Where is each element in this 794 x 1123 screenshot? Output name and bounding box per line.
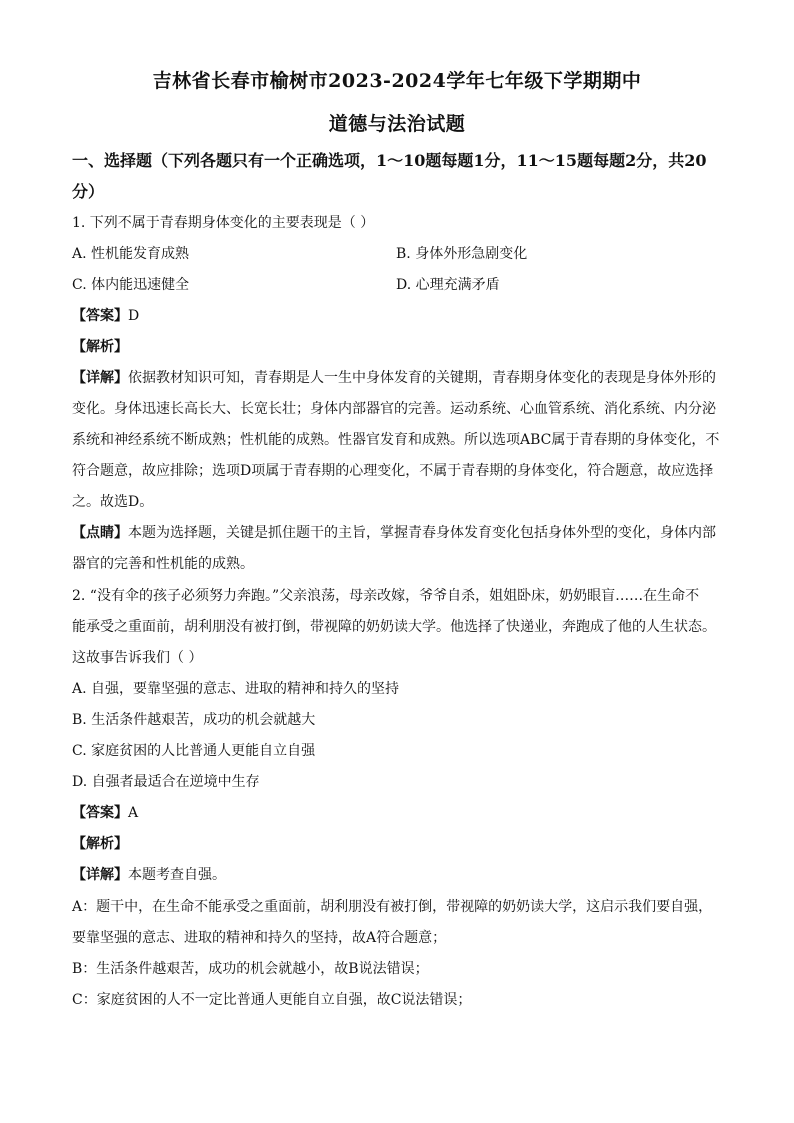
q2-stem-line3: 这故事告诉我们（ ）	[72, 650, 203, 666]
q1-analysis-label: 【解析】	[72, 339, 128, 355]
q2-explain-line2: 要靠坚强的意志、进取的精神和持久的坚持，故A符合题意；	[72, 930, 447, 946]
q2-explain-line1: A：题干中，在生命不能承受之重面前，胡利朋没有被打倒，带视障的奶奶读大学，这启示我们要自强，	[72, 899, 713, 915]
q1-analysis-tag	[72, 337, 732, 357]
q1-option-c: C. 体内能迅速健全	[72, 277, 190, 293]
q1-answer-tag: 【答案】	[72, 308, 128, 324]
q1-answer-value: D	[128, 308, 140, 324]
q1-detail-line2: 变化。身体迅速长高长大、长宽长壮；身体内部器官的完善。运动系统、心血管系统、消化系统、内分泌	[72, 401, 716, 417]
q1-detail-line4: 符合题意，故应排除；选项D项属于青春期的心理变化，不属于青春期的身体变化，符合题意，故应选择	[72, 463, 714, 479]
q1-comment-line1	[72, 523, 732, 543]
exam-title-line2: 道德与法治试题	[328, 113, 466, 135]
q2-analysis-tag	[72, 834, 732, 854]
section-heading-line1: 一、选择题（下列各题只有一个正确选项，1～10题每题1分，11～15题每题2分，共20	[72, 151, 707, 170]
q2-option-a: A. 自强，要靠坚强的意志、进取的精神和持久的坚持	[72, 681, 400, 697]
q1-detail-text1: 依据教材知识可知，青春期是人一生中身体发育的关键期，青春期身体变化的表现是身体外形的	[128, 370, 716, 386]
q2-stem-line2: 能承受之重面前，胡利朋没有被打倒，带视障的奶奶读大学。他选择了快递业，奔跑成了他的人生状态。	[72, 619, 716, 635]
q1-option-b: B. 身体外形急剧变化	[396, 246, 528, 262]
q2-detail-tag: 【详解】	[72, 867, 128, 883]
q2-explain-line3: B：生活条件越艰苦，成功的机会就越小，故B说法错误；	[72, 961, 429, 977]
q2-detail-text1: 本题考查自强。	[128, 867, 226, 883]
q2-option-c: C. 家庭贫困的人比普通人更能自立自强	[72, 743, 316, 759]
q2-stem-line1: 2. “没有伞的孩子必须努力奔跑。”父亲浪荡，母亲改嫁，爷爷自杀，姐姐卧床，奶奶眼盲……在生命不	[72, 588, 700, 604]
q1-stem: 1. 下列不属于青春期身体变化的主要表现是（ ）	[72, 215, 375, 231]
q1-detail-line5: 之。故选D。	[72, 494, 154, 510]
q1-comment-tag: 【点睛】	[72, 525, 128, 541]
q1-detail-line1	[72, 368, 732, 388]
q1-answer	[72, 306, 732, 326]
q1-comment-text1: 本题为选择题，关键是抓住题干的主旨，掌握青春身体发育变化包括身体外型的变化，身体内部	[128, 525, 716, 541]
q2-answer-value: A	[128, 805, 139, 821]
q2-explain-line4: C：家庭贫困的人不一定比普通人更能自立自强，故C说法错误；	[72, 992, 472, 1008]
q2-answer-tag: 【答案】	[72, 805, 128, 821]
q2-analysis-label: 【解析】	[72, 836, 128, 852]
q1-detail-tag: 【详解】	[72, 370, 128, 386]
q2-option-b: B. 生活条件越艰苦，成功的机会就越大	[72, 712, 316, 728]
q2-answer	[72, 803, 732, 823]
section-heading-line2: 分）	[72, 182, 105, 201]
q1-comment-line2: 器官的完善和性机能的成熟。	[72, 556, 254, 572]
q1-detail-line3: 系统和神经系统不断成熟；性机能的成熟。性器官发育和成熟。所以选项ABC属于青春期的身体变化，不	[72, 432, 720, 448]
q1-option-a: A. 性机能发育成熟	[72, 246, 190, 262]
q2-detail-line1	[72, 865, 732, 885]
q1-option-d: D. 心理充满矛盾	[396, 277, 500, 293]
q2-option-d: D. 自强者最适合在逆境中生存	[72, 774, 260, 790]
exam-title-line1: 吉林省长春市榆树市2023-2024学年七年级下学期期中	[152, 70, 642, 92]
